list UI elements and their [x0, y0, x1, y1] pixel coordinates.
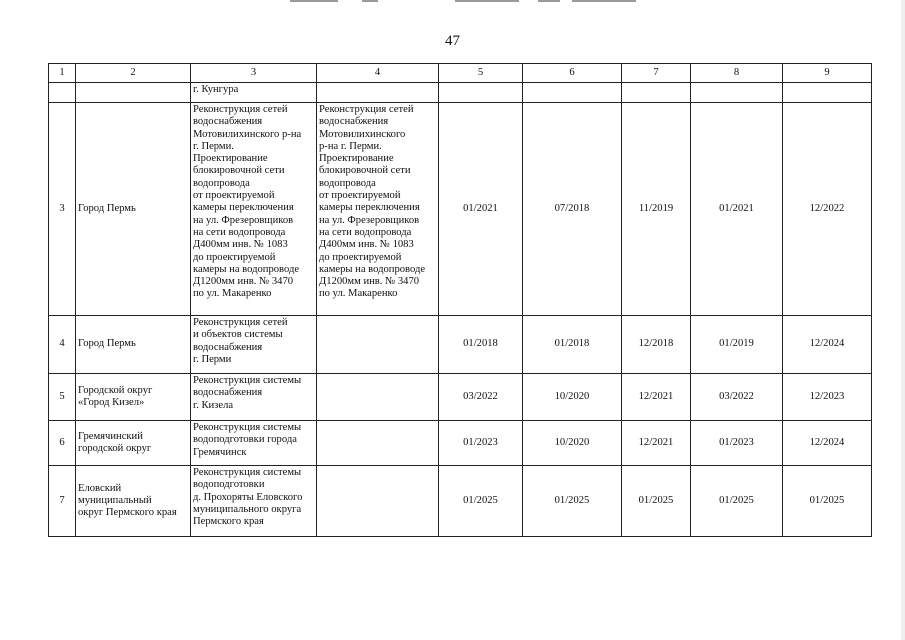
header-cell: 4 — [317, 64, 439, 83]
table-cell — [317, 83, 439, 103]
scan-edge — [901, 0, 905, 640]
date-cell: 12/2024 — [783, 316, 872, 374]
territory-cell: Город Пермь — [76, 316, 191, 374]
object-cell: Реконструкция системы водоподготовки города Гремячинск — [191, 421, 317, 466]
date-cell: 01/2025 — [783, 466, 872, 537]
date-cell: 01/2025 — [691, 466, 783, 537]
measure-cell — [317, 466, 439, 537]
table-cell — [76, 83, 191, 103]
table-cell — [783, 83, 872, 103]
measure-cell — [317, 316, 439, 374]
header-cell: 1 — [49, 64, 76, 83]
table-row — [49, 103, 872, 316]
header-cell: 5 — [439, 64, 523, 83]
object-cell: г. Кунгура — [191, 83, 317, 103]
top-edge-dash — [538, 0, 560, 2]
table-row — [49, 421, 872, 466]
date-cell: 11/2019 — [622, 103, 691, 316]
date-cell: 01/2025 — [523, 466, 622, 537]
top-edge-dash — [572, 0, 636, 2]
territory-cell: Городской округ «Город Кизел» — [76, 374, 191, 421]
page-number: 47 — [445, 33, 460, 49]
territory-cell: Гремячинский городской округ — [76, 421, 191, 466]
table-cell — [49, 83, 76, 103]
table-row — [49, 374, 872, 421]
table-cell — [622, 83, 691, 103]
date-cell: 12/2021 — [622, 421, 691, 466]
territory-cell: Город Пермь — [76, 103, 191, 316]
date-cell: 03/2022 — [439, 374, 523, 421]
date-cell: 12/2021 — [622, 374, 691, 421]
date-cell: 07/2018 — [523, 103, 622, 316]
date-cell: 10/2020 — [523, 374, 622, 421]
top-edge-dash — [362, 0, 378, 2]
top-edge-dash — [455, 0, 519, 2]
table-row — [49, 466, 872, 537]
object-cell: Реконструкция сетей водоснабжения Мотовилихинского р-на г. Перми. Проектирование блокировочной сети водопровода от проектируемой камеры переключения на ул. Фрезеровщиков на сети водопровода Д400мм инв. № 1083 до проектируемой камеры на водопроводе Д1200мм инв. № 3470 по ул. Макаренко — [191, 103, 317, 316]
date-cell: 12/2023 — [783, 374, 872, 421]
header-cell: 8 — [691, 64, 783, 83]
header-cell: 9 — [783, 64, 872, 83]
date-cell: 01/2023 — [439, 421, 523, 466]
row-number: 6 — [49, 421, 76, 466]
date-cell: 01/2021 — [439, 103, 523, 316]
table-row — [49, 316, 872, 374]
date-cell: 03/2022 — [691, 374, 783, 421]
date-cell: 01/2018 — [523, 316, 622, 374]
measures-table — [48, 63, 872, 537]
date-cell: 12/2022 — [783, 103, 872, 316]
continuation-row — [49, 83, 872, 103]
row-number: 5 — [49, 374, 76, 421]
table-cell — [439, 83, 523, 103]
measure-cell — [317, 374, 439, 421]
column-number-row — [49, 64, 872, 83]
object-cell: Реконструкция сетей и объектов системы водоснабжения г. Перми — [191, 316, 317, 374]
header-cell: 7 — [622, 64, 691, 83]
header-cell: 3 — [191, 64, 317, 83]
row-number: 4 — [49, 316, 76, 374]
date-cell: 01/2023 — [691, 421, 783, 466]
date-cell: 10/2020 — [523, 421, 622, 466]
date-cell: 01/2025 — [439, 466, 523, 537]
date-cell: 01/2018 — [439, 316, 523, 374]
header-cell: 6 — [523, 64, 622, 83]
top-edge-dash — [290, 0, 338, 2]
date-cell: 12/2018 — [622, 316, 691, 374]
header-cell: 2 — [76, 64, 191, 83]
object-cell: Реконструкция системы водоподготовки д. Прохоряты Еловского муниципального округа Пермского края — [191, 466, 317, 537]
row-number: 3 — [49, 103, 76, 316]
row-number: 7 — [49, 466, 76, 537]
table-cell — [523, 83, 622, 103]
measure-cell — [317, 421, 439, 466]
date-cell: 01/2019 — [691, 316, 783, 374]
table-cell — [691, 83, 783, 103]
object-cell: Реконструкция системы водоснабжения г. Кизела — [191, 374, 317, 421]
date-cell: 12/2024 — [783, 421, 872, 466]
date-cell: 01/2025 — [622, 466, 691, 537]
measure-cell: Реконструкция сетей водоснабжения Мотовилихинского р-на г. Перми. Проектирование блокировочной сети водопровода от проектируемой камеры переключения на ул. Фрезеровщиков на сети водопровода Д400мм инв. № 1083 до проектируемой камеры на водопроводе Д1200мм инв. № 3470 по ул. Макаренко — [317, 103, 439, 316]
date-cell: 01/2021 — [691, 103, 783, 316]
territory-cell: Еловский муниципальный округ Пермского края — [76, 466, 191, 537]
